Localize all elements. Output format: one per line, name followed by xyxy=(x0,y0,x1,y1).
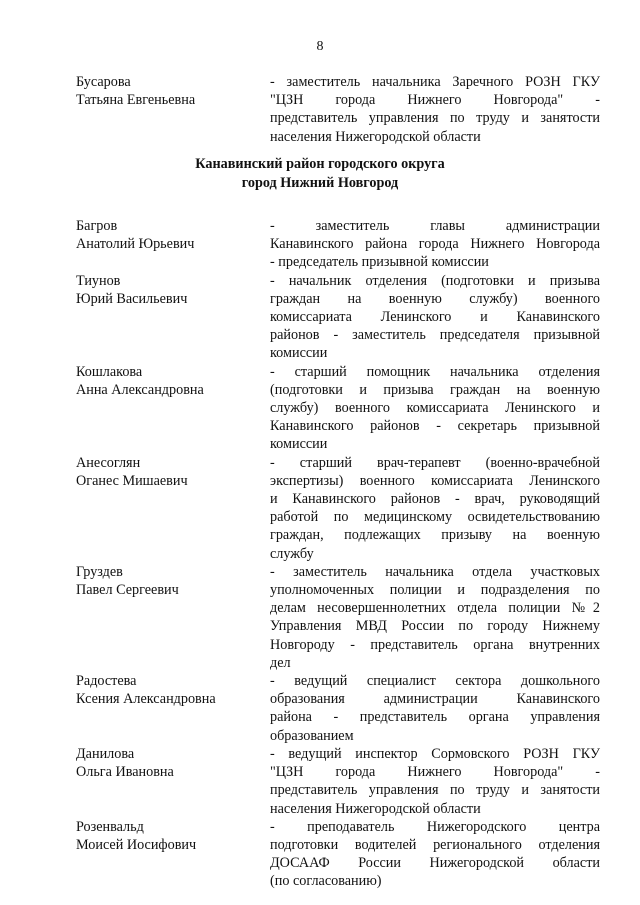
member-role-line: граждан, подлежащих призыву на военную xyxy=(270,527,600,544)
member-entry xyxy=(76,73,600,146)
member-name xyxy=(76,563,270,672)
member-role-line: граждан на военную службу) военного xyxy=(270,290,600,307)
member-role-line: населения Нижегородской области xyxy=(270,800,481,817)
member-name xyxy=(76,672,270,745)
member-role-line: населения Нижегородской области xyxy=(270,128,481,145)
member-role-line: - ведущий специалист сектора дошкольного xyxy=(270,673,600,690)
section-title-line-1: Канавинский район городского округа xyxy=(195,156,445,172)
member-role-line: работой по медицинскому освидетельствованию xyxy=(270,509,600,526)
member-role-line: - старший помощник начальника отделения xyxy=(270,363,600,380)
member-role-line: уполномоченных полиции и подразделения по xyxy=(270,582,600,599)
member-surname: Розенвальд xyxy=(76,818,144,835)
member-role-line: - ведущий инспектор Сормовского РОЗН ГКУ xyxy=(270,745,600,762)
member-given-names: Юрий Васильевич xyxy=(76,290,188,307)
member-name xyxy=(76,745,270,818)
member-given-names: Татьяна Евгеньевна xyxy=(76,92,196,109)
member-given-names: Моисей Иосифович xyxy=(76,836,197,853)
member-role xyxy=(270,363,600,454)
member-entry xyxy=(76,217,600,272)
member-role-line: и Канавинского районов - врач, руководящий xyxy=(270,491,600,508)
section-title xyxy=(0,155,640,193)
member-role-line: службу) военного комиссариата Ленинского и xyxy=(270,400,600,417)
member-given-names: Анатолий Юрьевич xyxy=(76,236,195,253)
member-role-line: района - представитель органа управления xyxy=(270,709,600,726)
member-role-line: комиссии xyxy=(270,436,328,453)
member-role-line: Канавинского районов - секретарь призывной xyxy=(270,418,600,435)
member-given-names: Оганес Мишаевич xyxy=(76,472,188,489)
member-role-line: Канавинского района города Нижнего Новгорода xyxy=(270,236,600,253)
member-entry xyxy=(76,745,600,818)
member-role xyxy=(270,563,600,672)
member-surname: Тиунов xyxy=(76,272,121,289)
member-role-line: Новгороду - представитель органа внутренних xyxy=(270,636,600,653)
member-role xyxy=(270,73,600,146)
member-role xyxy=(270,272,600,363)
member-role-line: комиссариата Ленинского и Канавинского xyxy=(270,309,600,326)
member-surname: Кошлакова xyxy=(76,363,143,380)
member-surname: Анесоглян xyxy=(76,454,141,471)
member-role xyxy=(270,818,600,891)
page-number: 8 xyxy=(316,39,324,54)
member-entry xyxy=(76,454,600,563)
member-role-line: - заместитель главы администрации xyxy=(270,218,600,234)
member-entry xyxy=(76,818,600,891)
member-role-line: "ЦЗН города Нижнего Новгорода" - xyxy=(270,92,600,109)
member-name xyxy=(76,73,270,146)
member-surname: Бусарова xyxy=(76,74,131,90)
member-role xyxy=(270,217,600,272)
member-role-line: районов - заместитель председателя призывной xyxy=(270,327,600,344)
member-name xyxy=(76,818,270,891)
member-entry xyxy=(76,672,600,745)
member-entry xyxy=(76,363,600,454)
member-given-names: Павел Сергеевич xyxy=(76,582,179,599)
member-role-line: подготовки водителей регионального отделения xyxy=(270,836,600,853)
member-surname: Багров xyxy=(76,218,118,234)
member-name xyxy=(76,363,270,454)
member-role-line: экспертизы) военного комиссариата Ленинского xyxy=(270,472,600,489)
member-role-line: представитель управления по труду и занятости xyxy=(270,110,600,127)
member-role xyxy=(270,745,600,818)
member-role-line: - преподаватель Нижегородского центра xyxy=(270,818,600,835)
member-role-line: - председатель призывной комиссии xyxy=(270,254,489,271)
member-role-line: (подготовки и призыва граждан на военную xyxy=(270,381,600,398)
member-name xyxy=(76,272,270,363)
member-name xyxy=(76,454,270,563)
member-role-line: - заместитель начальника отдела участковых xyxy=(270,563,600,580)
member-role-line: - старший врач-терапевт (военно-врачебной xyxy=(270,454,600,471)
member-role xyxy=(270,672,600,745)
member-role-line: образования администрации Канавинского xyxy=(270,691,600,708)
member-role-line: - заместитель начальника Заречного РОЗН ГКУ xyxy=(270,74,600,90)
member-role-line: делам несовершеннолетних отдела полиции №2 xyxy=(270,600,600,617)
section-title-line-2: город Нижний Новгород xyxy=(241,175,399,191)
member-entry xyxy=(76,563,600,672)
member-role-line: представитель управления по труду и занятости xyxy=(270,782,600,799)
member-given-names: Ксения Александровна xyxy=(76,691,216,708)
commission-members-list xyxy=(76,217,600,891)
member-name xyxy=(76,217,270,272)
member-role-line: образованием xyxy=(270,727,354,744)
member-surname: Данилова xyxy=(76,745,135,762)
member-role-line: Управления МВД России по городу Нижнему xyxy=(270,618,600,635)
member-role xyxy=(270,454,600,563)
member-role-line: комиссии xyxy=(270,345,328,362)
member-entry xyxy=(76,272,600,363)
member-role-line: - начальник отделения (подготовки и призыва xyxy=(270,272,600,289)
member-role-line: "ЦЗН города Нижнего Новгорода" - xyxy=(270,764,600,781)
member-given-names: Ольга Ивановна xyxy=(76,764,174,781)
member-role-line: службу xyxy=(270,545,314,562)
top-entries-list xyxy=(76,73,600,146)
member-role-line: ДОСААФ России Нижегородской области xyxy=(270,855,600,872)
member-surname: Груздев xyxy=(76,563,123,580)
member-role-line: (по согласованию) xyxy=(270,873,382,890)
member-role-line: дел xyxy=(270,654,291,671)
member-surname: Радостева xyxy=(76,673,137,690)
member-given-names: Анна Александровна xyxy=(76,381,204,398)
